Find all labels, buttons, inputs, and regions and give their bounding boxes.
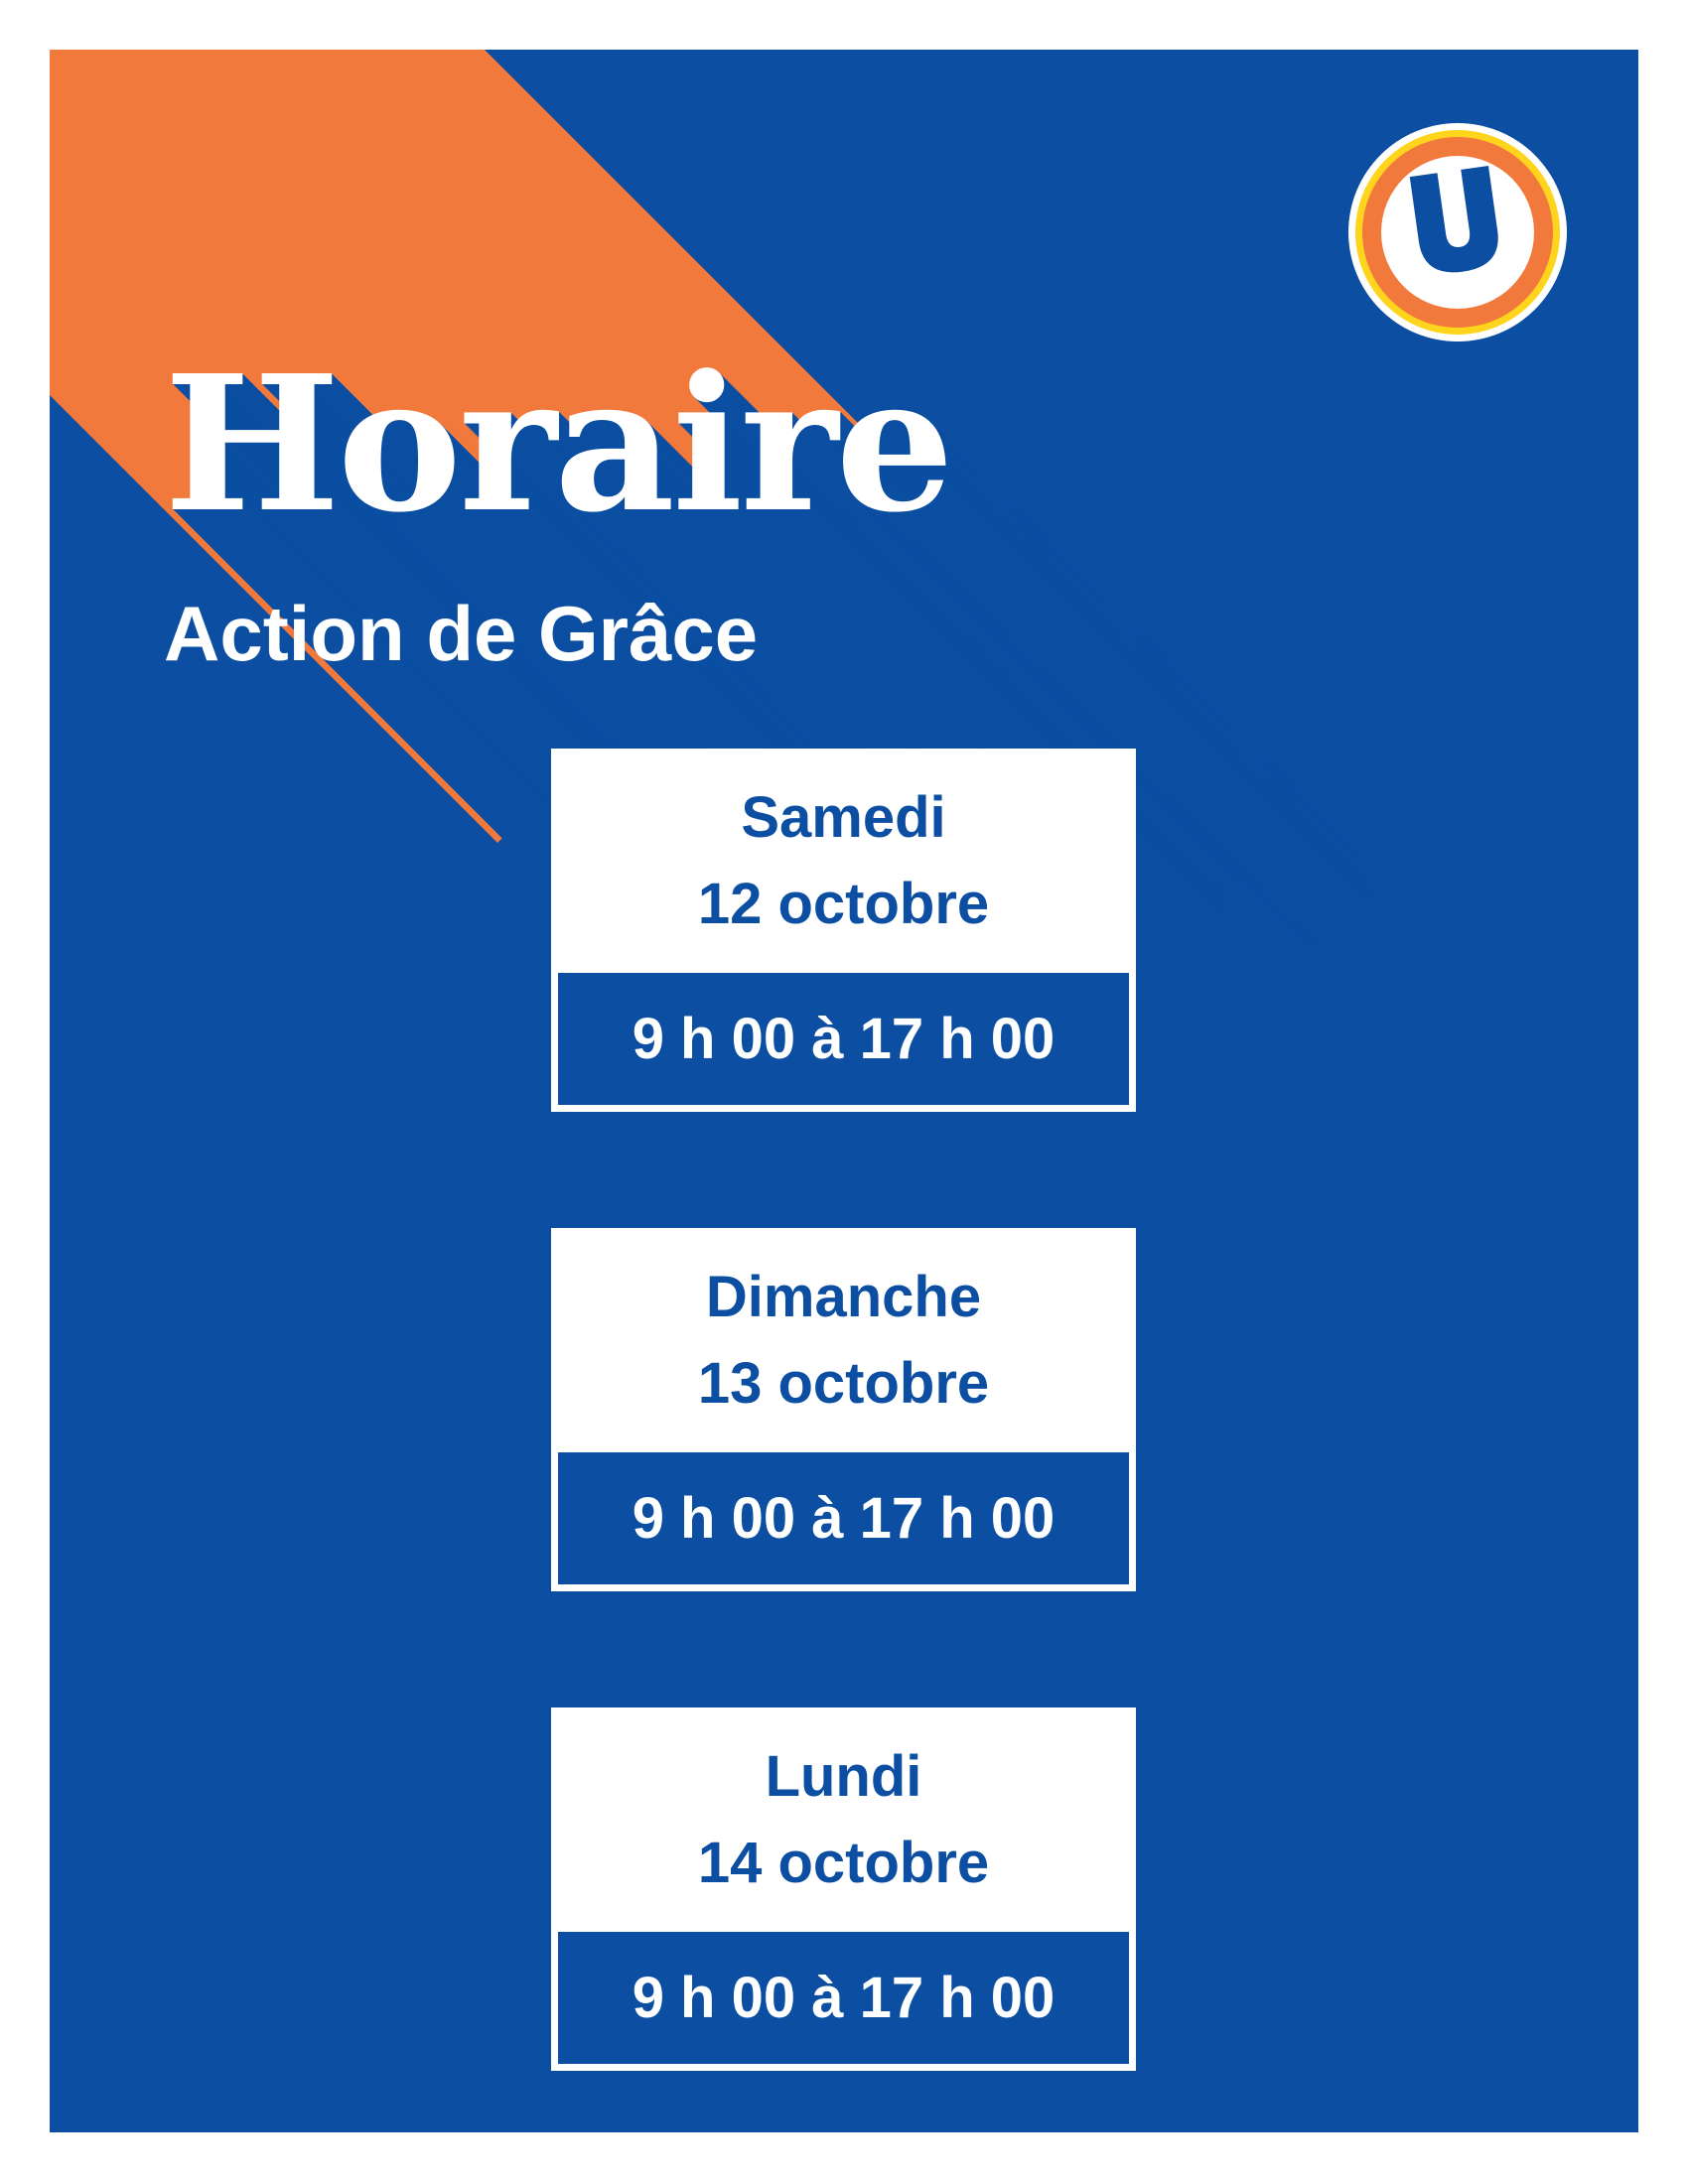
schedule-card-lundi xyxy=(551,1707,1136,2071)
card-hours: 9 h 00 à 17 h 00 xyxy=(632,1966,1055,2030)
poster-panel xyxy=(50,50,1638,2132)
page-subtitle: Action de Grâce xyxy=(164,590,759,677)
card-day: Dimanche xyxy=(705,1265,982,1329)
card-day: Samedi xyxy=(741,785,946,850)
card-hours-band xyxy=(558,1452,1129,1584)
schedule-card-dimanche xyxy=(551,1228,1136,1591)
card-hours-band xyxy=(558,973,1129,1105)
card-date: 14 octobre xyxy=(697,1831,990,1895)
card-hours: 9 h 00 à 17 h 00 xyxy=(632,1486,1055,1551)
card-date: 12 octobre xyxy=(697,872,990,936)
card-hours: 9 h 00 à 17 h 00 xyxy=(632,1007,1055,1071)
page-title: Horaire xyxy=(164,335,951,554)
schedule-card-samedi xyxy=(551,749,1136,1112)
card-header xyxy=(551,749,1136,973)
card-header xyxy=(551,1228,1136,1452)
uniprix-u-logo-icon xyxy=(1348,123,1567,341)
card-header xyxy=(551,1707,1136,1932)
card-date: 13 octobre xyxy=(697,1351,990,1416)
logo-inner-disc xyxy=(1381,156,1534,309)
schedule-list xyxy=(551,749,1136,2132)
card-hours-band xyxy=(558,1932,1129,2064)
card-day: Lundi xyxy=(765,1744,922,1809)
